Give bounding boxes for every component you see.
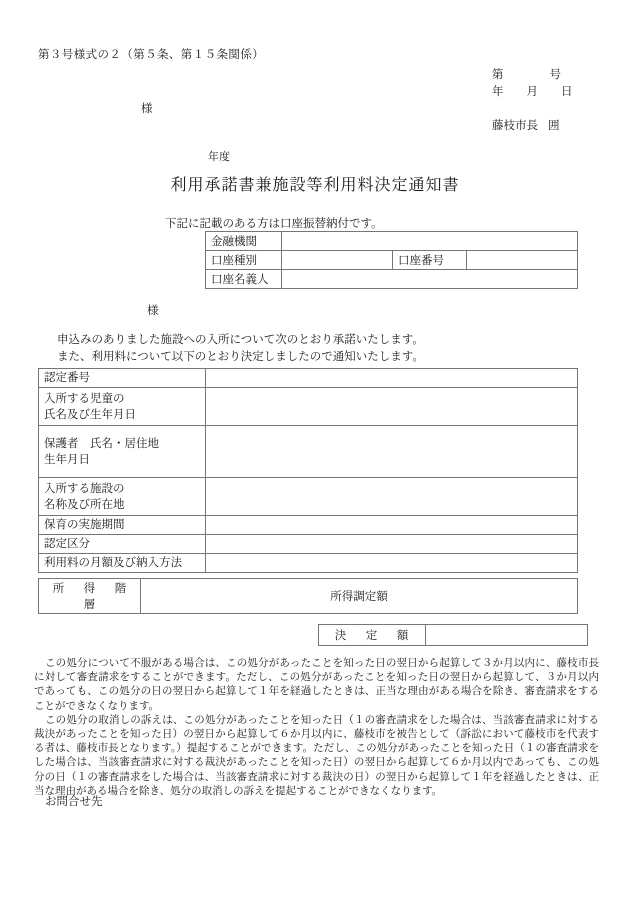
income-tier-table — [38, 578, 578, 614]
certification-category-value[interactable] — [206, 535, 578, 554]
account-number-label: 口座番号 — [393, 251, 467, 270]
document-date-line: 年 月 日 — [492, 86, 573, 98]
table-row — [319, 625, 588, 646]
bank-institution-label: 金融機関 — [206, 232, 282, 251]
facility-name-address-value[interactable] — [206, 478, 578, 516]
guardian-info-value[interactable] — [206, 426, 578, 478]
bank-transfer-note: 下記に記載のある方は口座振替納付です。 — [165, 218, 383, 230]
table-row — [39, 579, 578, 614]
account-type-label: 口座種別 — [206, 251, 282, 270]
legal-paragraph-1: この処分について不服がある場合は、この処分があったことを知った日の翌日から起算して３か月以内に、藤枝市長に対して審査請求をすることができます。ただし、この処分があったことを知った日の翌日から起算して、３か月以内であっても、この処分の日の翌日から起算して１年を経過したときは、正当な理由がある場合を除き、審査請求をすることができなくなります。 — [34, 658, 599, 712]
form-number: 第３号様式の２（第５条、第１５条関係） — [38, 49, 265, 61]
fiscal-year-label: 年度 — [208, 151, 230, 163]
statement-line-1: 申込みのありました施設への入所について次のとおり承諾いたします。 — [57, 334, 424, 346]
account-number-value[interactable] — [467, 251, 578, 270]
contact-label: お問合せ先 — [45, 796, 103, 808]
decision-amount-label: 決 定 額 — [319, 625, 426, 646]
child-name-birth-label — [39, 388, 206, 426]
table-row — [206, 251, 578, 270]
account-holder-label: 口座名義人 — [206, 270, 282, 289]
table-row — [39, 535, 578, 554]
facility-name-address-label-line2: 名称及び所在地 — [44, 498, 125, 511]
approval-detail-table — [38, 368, 578, 573]
childcare-period-label: 保育の実施期間 — [39, 516, 206, 535]
income-tier-label: 所 得 階 層 — [39, 579, 141, 614]
monthly-fee-payment-label: 利用料の月額及び納入方法 — [39, 554, 206, 573]
facility-name-address-label-line1: 入所する施設の — [44, 482, 125, 495]
table-row — [206, 270, 578, 289]
document-number-line: 第 号 — [492, 69, 561, 81]
table-row — [39, 426, 578, 478]
facility-name-address-label — [39, 478, 206, 516]
table-row — [39, 554, 578, 573]
decision-amount-table — [318, 624, 588, 646]
approval-statement — [45, 332, 585, 365]
page-title: 利用承諾書兼施設等利用料決定通知書 — [170, 177, 460, 194]
table-row — [39, 369, 578, 388]
legal-notice-block — [34, 657, 599, 799]
childcare-period-value[interactable] — [206, 516, 578, 535]
certification-number-label: 認定番号 — [39, 369, 206, 388]
guardian-info-label — [39, 426, 206, 478]
guardian-info-label-line2: 生年月日 — [44, 453, 90, 466]
legal-paragraph-2: この処分の取消しの訴えは、この処分があったことを知った日（１の審査請求をした場合は、当該審査請求に対する裁決があったことを知った日）の翌日から起算して６か月以内に、藤枝市を被告として（訴訟において藤枝市を代表する者は、藤枝市長となります。）提起することができます。ただし、この処分があったことを知った日（１の審査請求をした場合は、当該審査請求に対する裁決があったことを知った日）の翌日から起算して６か月以内であっても、この処分の日（１の審査請求をした場合は、当該審査請求に対する裁決の日）の翌日から起算して１年を経過したときは、正当な理由がある場合を除き、処分の取消しの訴えを提起することができなくなります。 — [34, 714, 599, 797]
child-name-birth-label-line1: 入所する児童の — [44, 392, 125, 405]
certification-category-label: 認定区分 — [39, 535, 206, 554]
monthly-fee-payment-value[interactable] — [206, 554, 578, 573]
bank-institution-value[interactable] — [282, 232, 578, 251]
official-seal-icon: 囲 — [548, 120, 560, 132]
certification-number-value[interactable] — [206, 369, 578, 388]
account-type-value[interactable] — [282, 251, 393, 270]
table-row — [39, 516, 578, 535]
decision-amount-value[interactable] — [426, 625, 588, 646]
guardian-info-label-line1: 保護者 氏名・居住地 — [44, 437, 159, 450]
child-name-birth-value[interactable] — [206, 388, 578, 426]
addressee-honorific-body: 様 — [147, 305, 159, 317]
addressee-honorific-top: 様 — [141, 103, 153, 115]
account-holder-value[interactable] — [282, 270, 578, 289]
issuer-block — [492, 117, 560, 133]
statement-line-2: また、利用料について以下のとおり決定しましたので通知いたします。 — [57, 350, 424, 363]
table-row — [39, 478, 578, 516]
income-assessment-amount-header: 所得調定額 — [141, 579, 578, 614]
table-row — [206, 232, 578, 251]
issuer-name: 藤枝市長 — [492, 120, 538, 132]
child-name-birth-label-line2: 氏名及び生年月日 — [44, 408, 136, 421]
bank-account-table — [205, 231, 578, 289]
table-row — [39, 388, 578, 426]
